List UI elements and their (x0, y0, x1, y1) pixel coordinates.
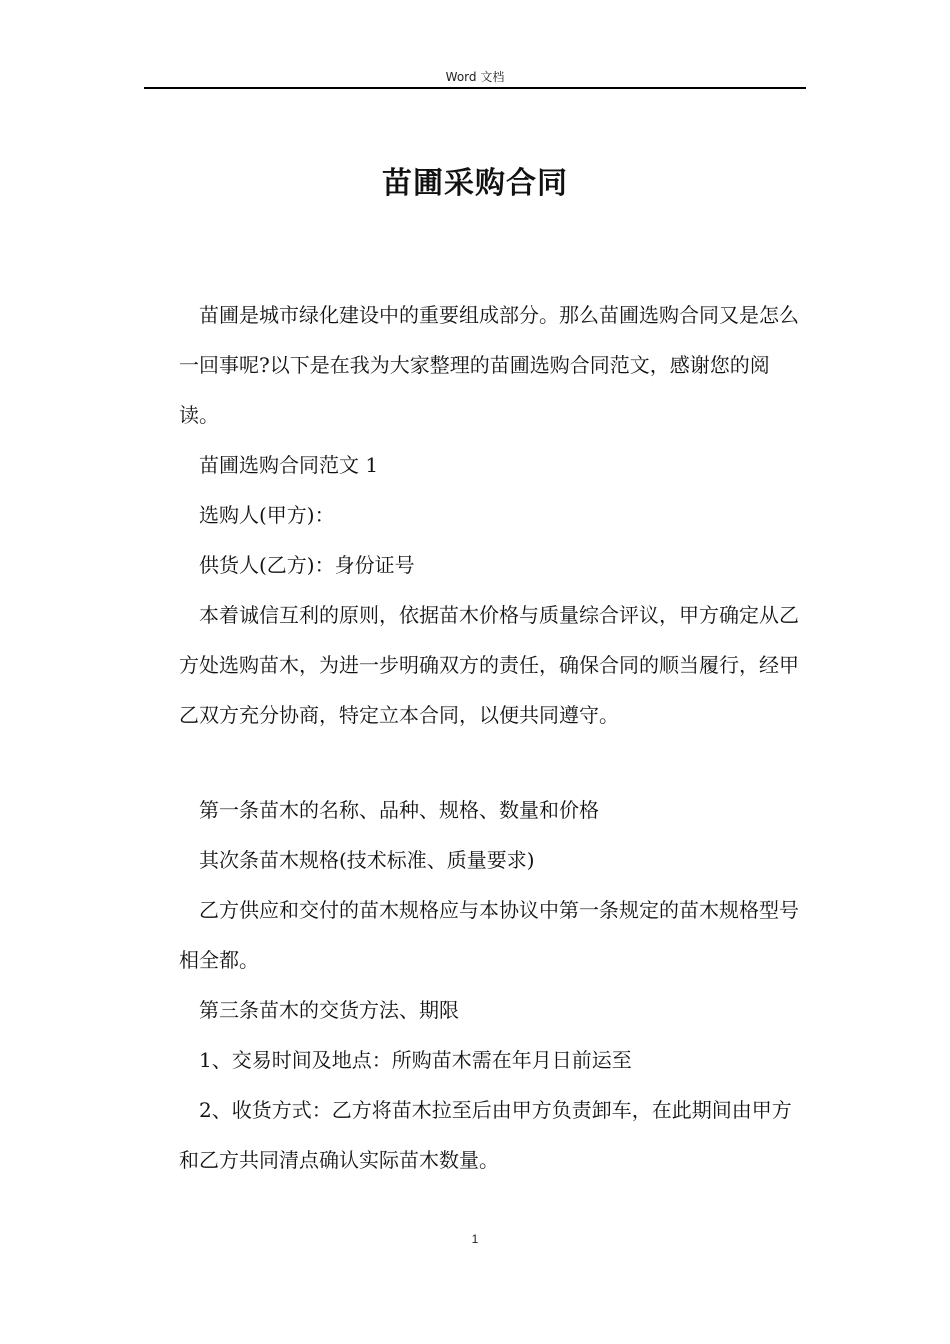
preamble-paragraph: 本着诚信互利的原则，依据苗木价格与质量综合评议，甲方确定从乙方处选购苗木，为进一步明确双方的责任，确保合同的顺当履行，经甲乙双方充分协商，特定立本合同，以便共同遵守。 (179, 603, 799, 727)
header-divider (144, 87, 806, 89)
page-header: Word 文档 (445, 70, 505, 84)
article-3-heading: 第三条苗木的交货方法、期限 (199, 998, 459, 1022)
supplier-line: 供货人(乙方)：身份证号 (199, 553, 415, 577)
intro-paragraph: 苗圃是城市绿化建设中的重要组成部分。那么苗圃选购合同又是怎么一回事呢?以下是在我为大家整理的苗圃选购合同范文，感谢您的阅读。 (179, 303, 799, 427)
article-3-item-2: 2、收货方式：乙方将苗木拉至后由甲方负责卸车，在此期间由甲方和乙方共同清点确认实际苗木数量。 (179, 1098, 792, 1172)
article-3-item-1: 1、交易时间及地点：所购苗木需在年月日前运至 (199, 1048, 632, 1072)
section-heading: 苗圃选购合同范文 1 (199, 453, 379, 477)
article-2-paragraph: 乙方供应和交付的苗木规格应与本协议中第一条规定的苗木规格型号相全都。 (179, 898, 799, 972)
document-title: 苗圃采购合同 (382, 166, 568, 201)
buyer-line: 选购人(甲方)： (199, 503, 335, 527)
document-body (179, 290, 801, 1185)
page-number: 1 (471, 1232, 479, 1246)
article-1-heading: 第一条苗木的名称、品种、规格、数量和价格 (199, 798, 599, 822)
article-2-heading: 其次条苗木规格(技术标准、质量要求) (199, 848, 535, 872)
blank-line (179, 740, 801, 785)
